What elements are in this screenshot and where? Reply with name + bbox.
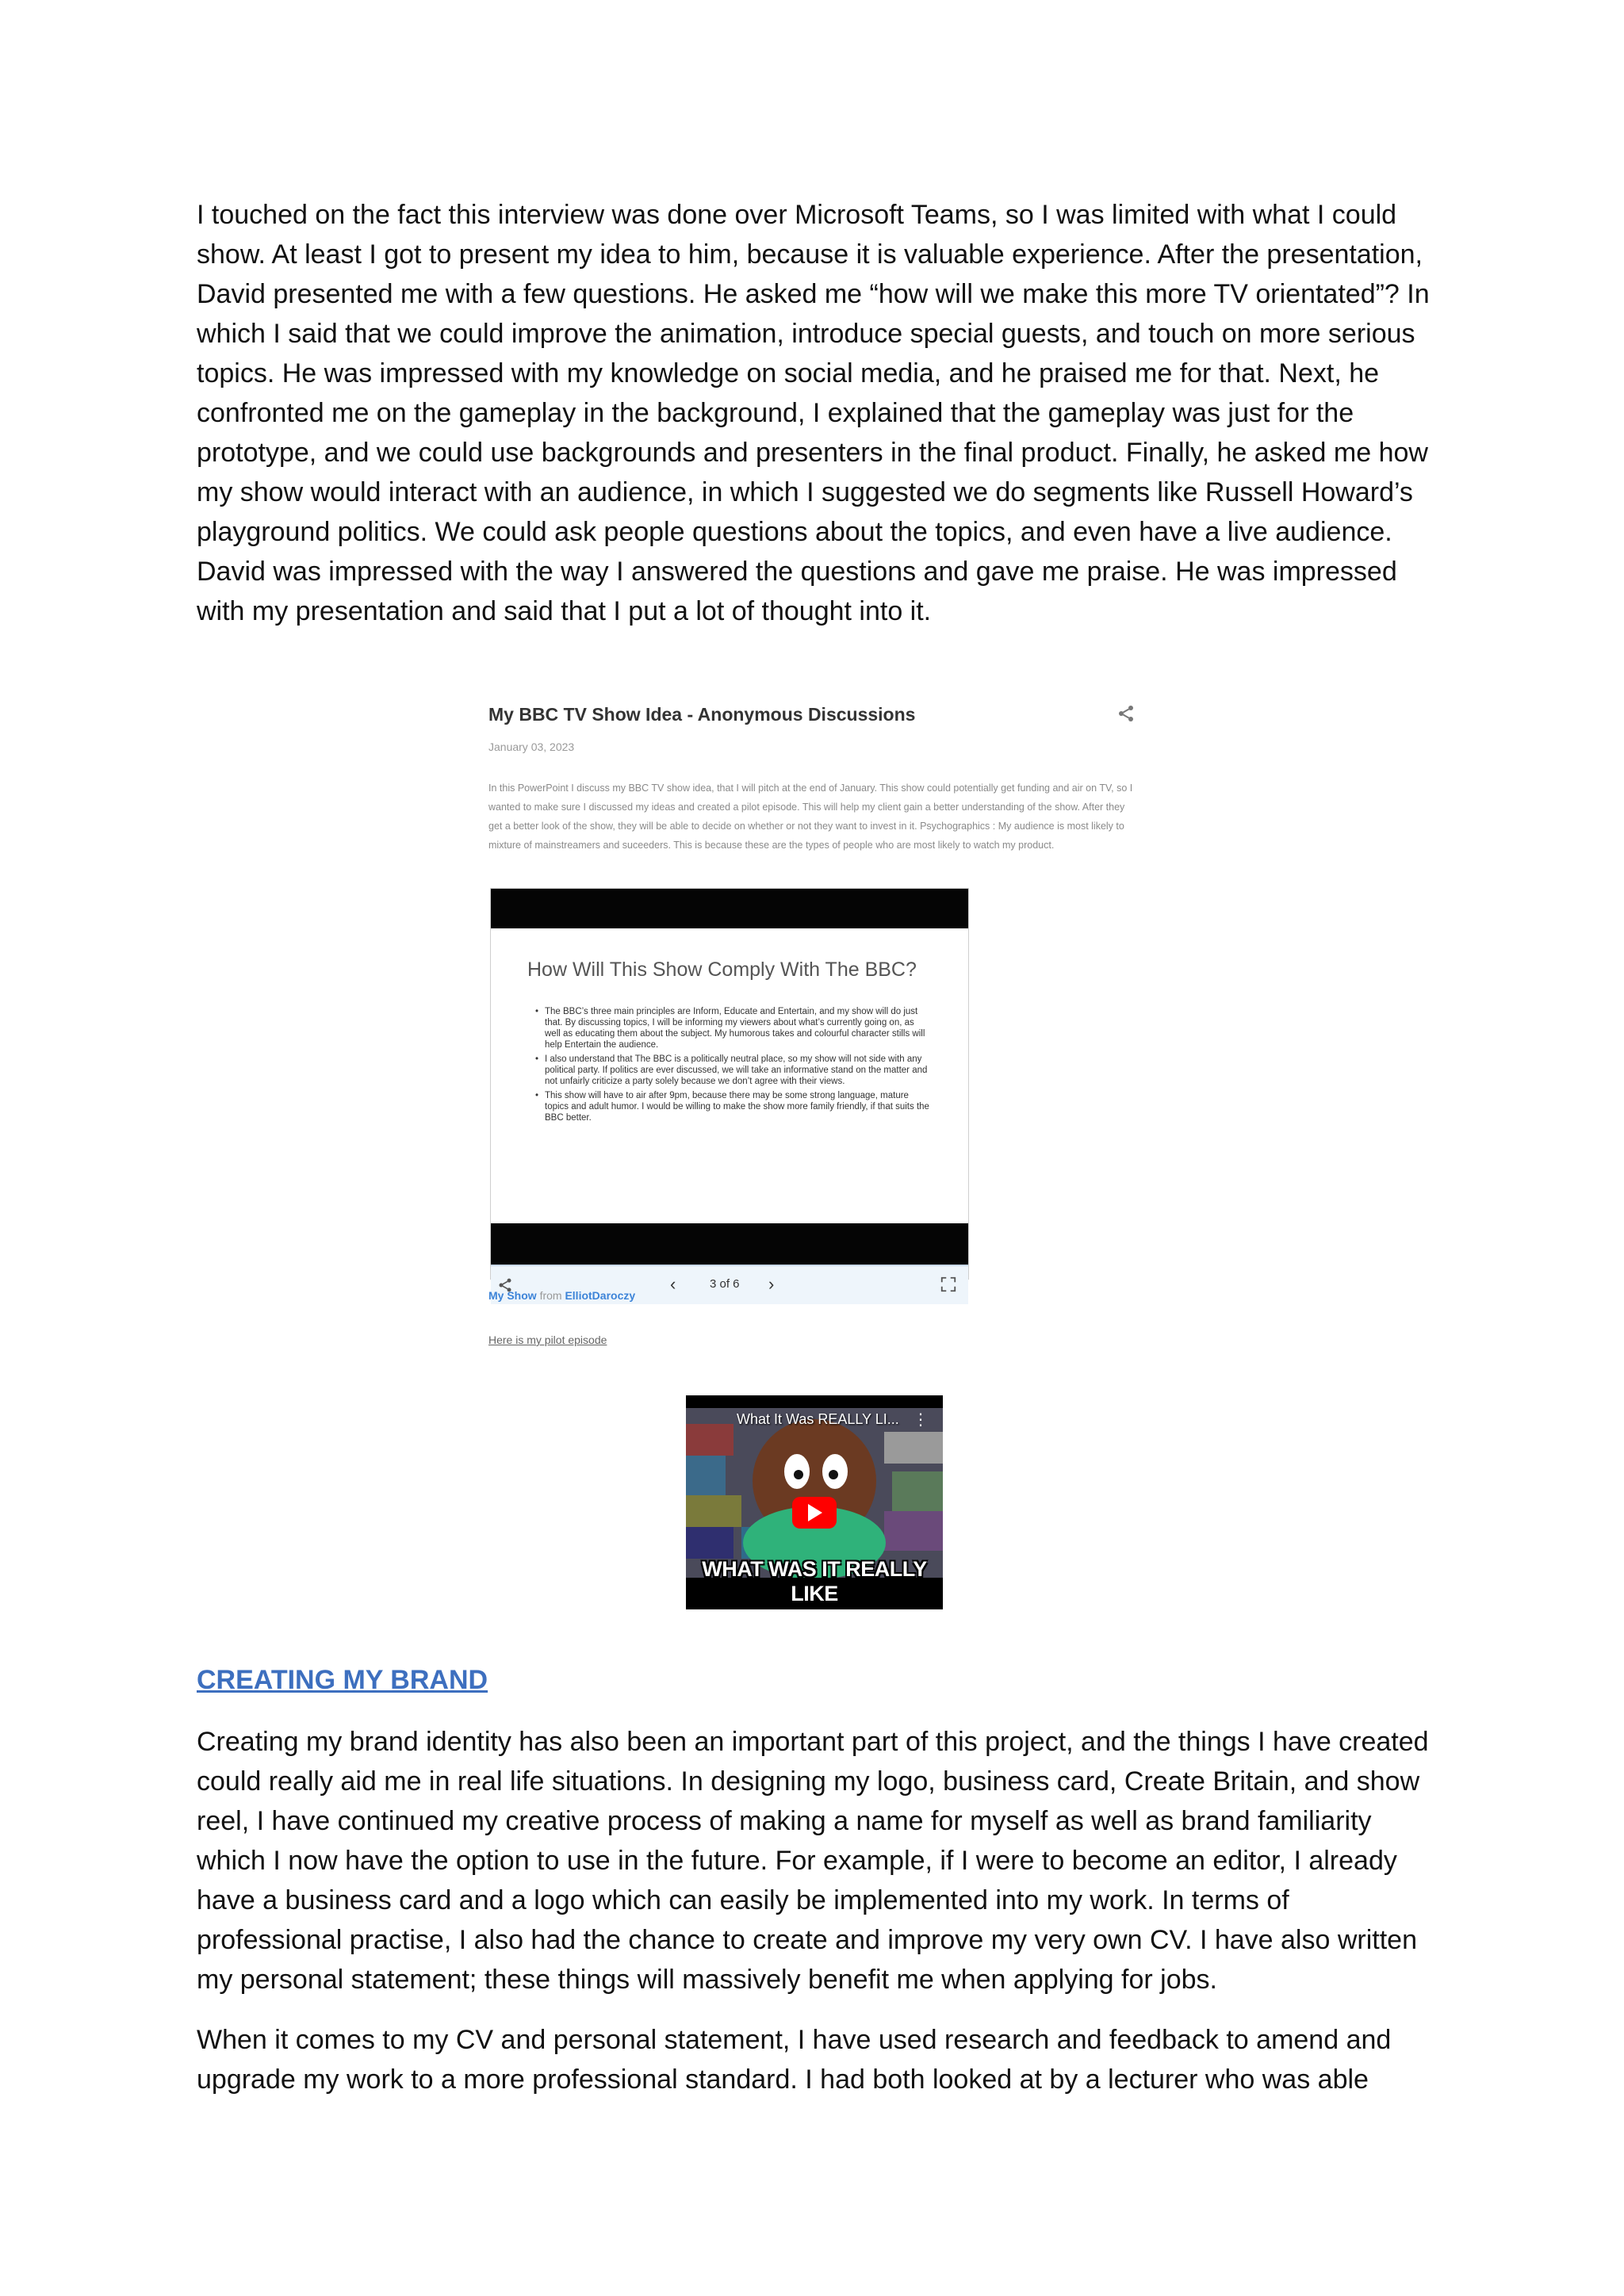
slide-letterbox-top: [491, 889, 968, 928]
video-caption: WHAT WAS IT REALLY LIKE: [702, 1557, 927, 1605]
slide-content: [491, 928, 968, 1223]
slide-bullet: • The BBC’s three main principles are Inform, Educate and Entertain, and my show will do just that. By discussing topics, I will be informing my viewers about what’s currently going on, as well as educating them about the subject. My humorous takes and colourful character stills will help Entertain the audience.: [535, 1006, 932, 1050]
slideshow-viewer[interactable]: [490, 888, 969, 1294]
blog-post-date: January 03, 2023: [488, 740, 575, 753]
video-title: What It Was REALLY LI...: [737, 1411, 899, 1427]
fullscreen-icon[interactable]: [940, 1276, 957, 1293]
video-thumbnail-art: [686, 1408, 943, 1578]
slide-page-indicator: 3 of 6: [710, 1277, 740, 1291]
paragraph-brand-identity: Creating my brand identity has also been an important part of this project, and the things I have created could really aid me in real life situations. In designing my logo, business card, Create Britain, and show reel, I have continued my creative process of making a name for myself as well as brand familiarity which I now have the option to use in the future. For example, if I were to become an editor, I already have a business card and a logo which can easily be implemented into my work. In terms of professional practise, I also had the chance to create and improve my very own CV. I have also written my personal statement; these things will massively benefit me when applying for jobs.: [197, 1727, 1429, 1995]
share-icon[interactable]: [1116, 704, 1136, 723]
author-link[interactable]: ElliotDaroczy: [565, 1289, 636, 1302]
slideshow-link[interactable]: My Show: [488, 1289, 537, 1302]
youtube-video-thumbnail[interactable]: [686, 1395, 943, 1609]
slide-letterbox-bottom: [491, 1223, 968, 1265]
blog-post-title[interactable]: My BBC TV Show Idea - Anonymous Discussions: [488, 704, 916, 725]
credit-from-text: from: [539, 1289, 562, 1302]
section-heading: CREATING MY BRAND: [197, 1665, 488, 1695]
previous-slide-button[interactable]: ‹: [670, 1274, 676, 1294]
blog-post-description: In this PowerPoint I discuss my BBC TV show idea, that I will pitch at the end of January. This show could potentially get funding and air on TV, so I wanted to make sure I discussed my ideas and created a pilot episode. This will help my client gain a better understanding of the show. After they get a better look of the show, they will be able to decide on whether or not they want to invest in it. Psychographics : My audience is most likely to mixture of mainstreamers and suceeders. This is because these are the types of people who are most likely to watch my product.: [488, 783, 1133, 851]
blog-embed: [488, 698, 1139, 1364]
paragraph-cv: When it comes to my CV and personal statement, I have used research and feedback to amend and upgrade my work to a more professional standard. I had both looked at by a lecturer who was able: [197, 2025, 1392, 2095]
next-slide-button[interactable]: ›: [768, 1274, 775, 1294]
play-icon: [792, 1497, 837, 1529]
slide-bullet: • I also understand that The BBC is a politically neutral place, so my show will not side with any political party. If politics are ever discussed, we will take an informative stand on the matter and not unfairly criticize a party solely because we don’t agree with their views.: [535, 1054, 932, 1087]
slide-bullet-list: [535, 1006, 932, 1127]
slide-title: How Will This Show Comply With The BBC?: [527, 959, 917, 981]
pilot-episode-link[interactable]: Here is my pilot episode: [488, 1334, 607, 1346]
paragraph-interview: I touched on the fact this interview was done over Microsoft Teams, so I was limited with what I could show. At least I got to present my idea to him, because it is valuable experience. After the presentation, David presented me with a few questions. He asked me “how will we make this more TV orientated”? In which I said that we could improve the animation, introduce special guests, and touch on more serious topics. He was impressed with my knowledge on social media, and he praised me for that. Next, he confronted me on the gameplay in the background, I explained that the gameplay was just for the prototype, and we could use backgrounds and presenters in the final product. Finally, he asked me how my show would interact with an audience, in which I suggested we do segments like Russell Howard’s playground politics. We could ask people questions about the topics, and even have a live audience. David was impressed with the way I answered the questions and gave me praise. He was impressed with my presentation and said that I put a lot of thought into it.: [197, 200, 1430, 626]
more-options-icon[interactable]: ⋮: [913, 1411, 929, 1429]
slide-bullet: • This show will have to air after 9pm, because there may be some strong language, mature topics and adult humor. I would be willing to make the show more family friendly, if that suits the BBC better.: [535, 1090, 932, 1123]
slideshow-credit: [488, 1289, 635, 1302]
